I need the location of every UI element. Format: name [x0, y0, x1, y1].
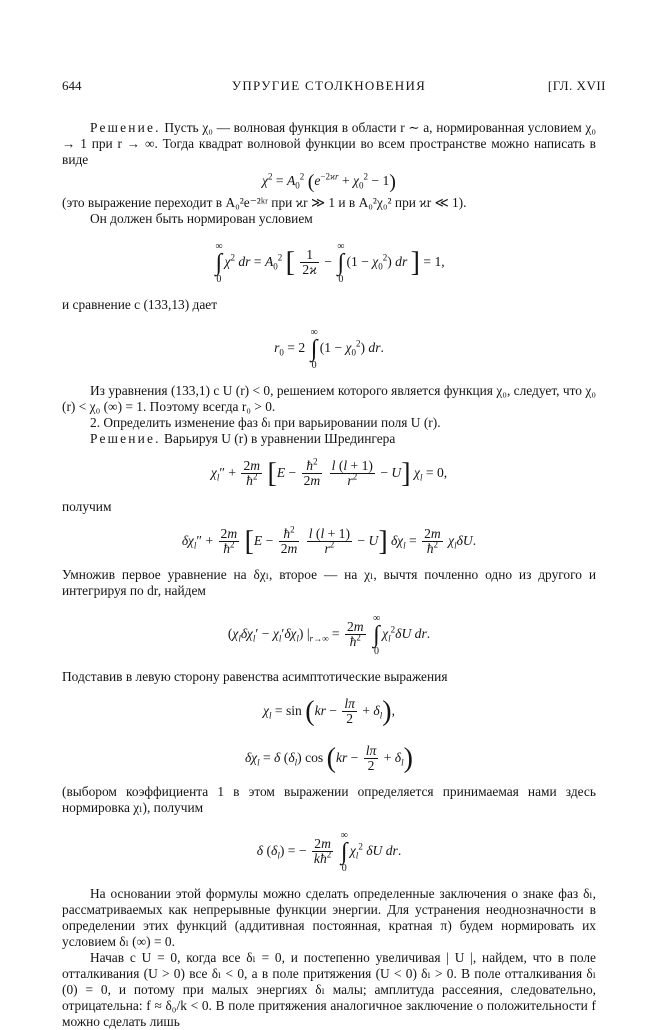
paragraph-phase-sign: На основании этой формулы можно сделать определенные заключения о знаке фаз δₗ, рассматриваемых как непрерывные функции энергии. Для устранения неоднозначности в определении этих функций (аддитивная постоянная, кратная π) будем нормировать их условием δₗ (∞) = 0.	[62, 885, 596, 949]
paragraph-solution-2	[62, 431, 596, 447]
equation-1: $\chi^2 = A_0^2$ $(e^{-2ϰr} + \chi_0^2 - 1)$	[262, 170, 396, 193]
book-page	[62, 78, 606, 1030]
equation-4: $\chi_l''$ + $\frac{2m}{ħ^2}$ [E − $\frac{ħ^2}{2m}$ $\frac{l (l + 1)}{r^2}$ − U] $\chi_l = 0$,	[210, 456, 448, 489]
page-number: 644	[62, 78, 82, 93]
solution-label: Решение.	[90, 120, 161, 135]
equation-3: $r_0 = 2$ ∞ ∫ 0 $(1 - \chi_0^2)$ dr.	[274, 326, 384, 371]
running-title: УПРУГИЕ СТОЛКНОВЕНИЯ	[231, 78, 427, 93]
equation-9: δ $(\delta_l)$ = − $\frac{2m}{kħ^2}$ ∞ ∫ 0 $\chi_l^2$ δU dr.	[256, 829, 402, 874]
paragraph-obtain: получим	[62, 498, 112, 514]
paragraph-multiply: Умножив первое уравнение на δχₗ, второе — на χₗ, вычтя почленно одно из другого и интегрируя по dr, найдем	[62, 566, 596, 598]
paragraph-problem-2: 2. Определить изменение фаз δₗ при варьировании поля U (r).	[90, 414, 441, 430]
paragraph-normalization: (выбором коэффициента 1 в этом выражении определяется принимаемая нами здесь нормировка χₗ), получим	[62, 783, 596, 815]
solution-text: Пусть χ₀ — волновая функция в области r ∼ a, нормированная условием χ₀ → 1 при r → ∞. Тогда квадрат волновой функции во всем пространстве можно написать в виде	[62, 120, 596, 167]
page-header	[62, 78, 606, 98]
chapter-label: [ГЛ. XVII	[547, 78, 606, 93]
paragraph-repulsion: Начав с U = 0, когда все δₗ = 0, и постепенно увеличивая | U |, найдем, что в поле отталкивания (U > 0) все δₗ < 0, а в поле притяжения (U < 0) δₗ > 0. В поле отталкивания δₗ (0) = 0, и потому при малых энергиях δₗ малы; амплитуда рассеяния, следовательно, отрицательна: f ≈ δ₀/k < 0. В поле притяжения аналогичное заключение о положительности f можно сделать лишь	[62, 949, 596, 1029]
equation-5: $\delta\chi_l''$ + $\frac{2m}{ħ^2}$ [E − $\frac{ħ^2}{2m}$ $\frac{l (l + 1)}{r^2}$ − U] $\delta\chi_l$ = $\frac{2m}{ħ^2}$ $\chi_l\delta U$.	[181, 524, 477, 557]
equation-7: $\chi_l = \sin (kr$ − $\frac{l\pi}{2}$ + $\delta_l$),	[263, 695, 395, 727]
paragraph-conclusion: Из уравнения (133,1) с U (r) < 0, решением которого является функция χ₀, следует, что χ₀ (r) < χ₀ (∞) = 1. Поэтому всегда r₀ > 0.	[62, 382, 596, 414]
paragraph-normalize: Он должен быть нормирован условием	[90, 210, 313, 226]
equation-8: $\delta\chi_l = \delta$ $(\delta_l)$ cos (kr − $\frac{l\pi}{2}$ + $\delta_l$)	[245, 742, 413, 774]
solution-text: Варьируя U (r) в уравнении Шредингера	[160, 430, 396, 446]
solution-label: Решение.	[90, 430, 161, 446]
paragraph-remark: (это выражение переходит в A₀²e⁻²ᵏʳ при ϰr ≫ 1 и в A₀²χ₀² при ϰr ≪ 1).	[62, 194, 467, 210]
equation-2: ∞ ∫ 0 $\chi^2$ dr = $A_0^2$ [ $\frac{1}{2ϰ}$ − ∞ ∫ 0 $(1 - \chi_0^2)$ dr ] = 1,	[215, 240, 445, 285]
paragraph-solution-1	[62, 120, 596, 168]
equation-6: $(\chi_l\delta\chi_l' - \chi_l'\delta\chi_l) |_{r\to\infty}$ = $\frac{2m}{ħ^2}$ ∞ ∫ 0 $\chi_l^2\delta U$ dr.	[227, 612, 431, 657]
paragraph-compare: и сравнение с (133,13) дает	[62, 296, 218, 312]
paragraph-substitute: Подставив в левую сторону равенства асимптотические выражения	[62, 668, 448, 684]
